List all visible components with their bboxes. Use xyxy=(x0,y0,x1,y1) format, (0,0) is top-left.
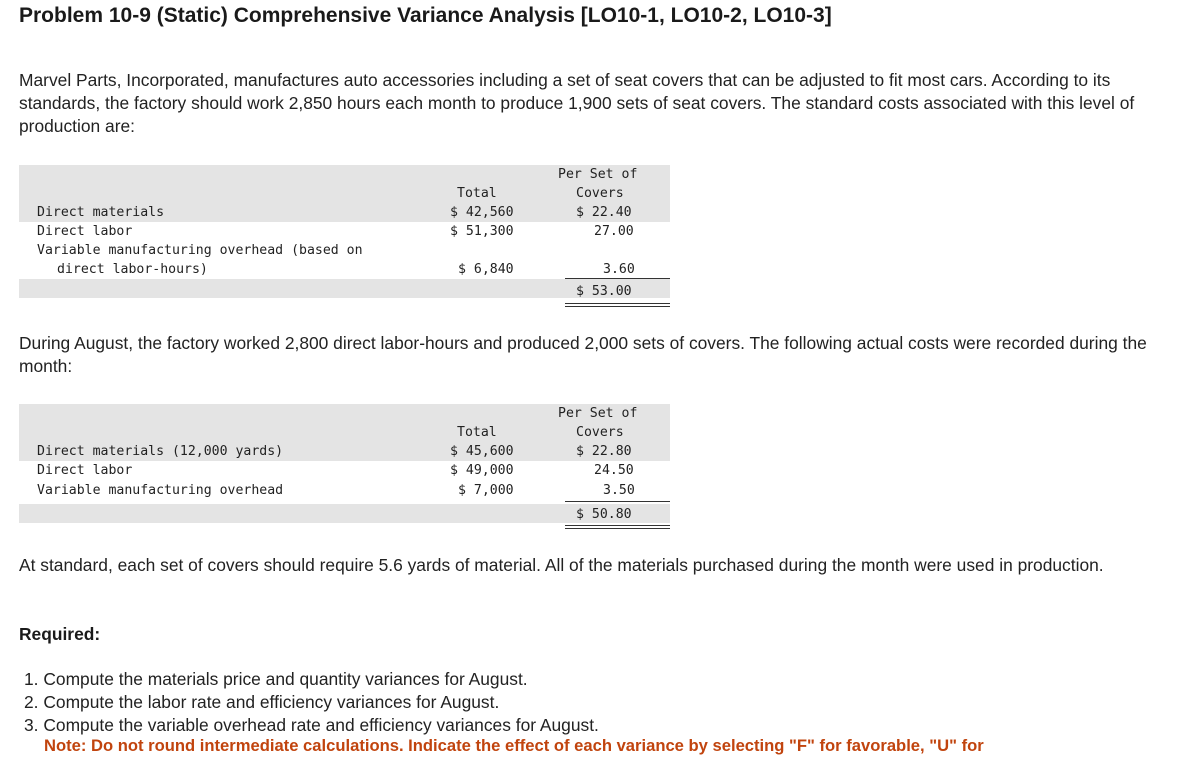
actual-cost-table xyxy=(19,404,670,531)
header-per-set-line2: Covers xyxy=(576,425,624,440)
row-label: Variable manufacturing overhead (based on xyxy=(37,243,363,258)
sum-per-set: $ 50.80 xyxy=(576,507,632,522)
row-total: $ 7,000 xyxy=(458,483,514,498)
header-total: Total xyxy=(457,186,497,201)
row-per-set: $ 22.40 xyxy=(576,205,632,220)
list-item: 2. Compute the labor rate and efficiency variances for August. xyxy=(24,692,500,712)
row-total: $ 45,600 xyxy=(450,444,514,459)
required-heading: Required: xyxy=(19,624,101,644)
standard-cost-table xyxy=(19,165,670,308)
row-per-set: $ 22.80 xyxy=(576,444,632,459)
list-item: 1. Compute the materials price and quantity variances for August. xyxy=(24,669,528,689)
sum-per-set: $ 53.00 xyxy=(576,284,632,299)
august-paragraph: During August, the factory worked 2,800 direct labor-hours and produced 2,000 sets of covers. The following actual costs were recorded during the month: xyxy=(19,333,1147,376)
standard-note-paragraph: At standard, each set of covers should require 5.6 yards of material. All of the materials purchased during the month were used in production. xyxy=(19,555,1104,575)
instruction-note: Note: Do not round intermediate calculations. Indicate the effect of each variance by selecting "F" for favorable, "U" for xyxy=(44,736,984,755)
required-list xyxy=(24,668,599,737)
problem-title: Problem 10-9 (Static) Comprehensive Variance Analysis [LO10-1, LO10-2, LO10-3] xyxy=(19,4,832,27)
row-per-set: 3.50 xyxy=(603,483,635,498)
row-total: $ 42,560 xyxy=(450,205,514,220)
header-total: Total xyxy=(457,425,497,440)
row-per-set: 3.60 xyxy=(603,262,635,277)
row-per-set: 24.50 xyxy=(594,463,634,478)
row-total: $ 49,000 xyxy=(450,463,514,478)
header-per-set-line2: Covers xyxy=(576,186,624,201)
row-label: Direct labor xyxy=(37,463,133,478)
row-per-set: 27.00 xyxy=(594,224,634,239)
row-label: Direct labor xyxy=(37,224,133,239)
row-total: $ 51,300 xyxy=(450,224,514,239)
row-label: Direct materials (12,000 yards) xyxy=(37,444,284,459)
row-label: Direct materials xyxy=(37,205,165,220)
intro-paragraph: Marvel Parts, Incorporated, manufactures auto accessories including a set of seat covers that can be adjusted to fit most cars. According to its standards, the factory should work 2,850 hours each month to produce 1,900 sets of seat covers. The standard costs associated with this level of production are: xyxy=(19,70,1135,136)
list-item: 3. Compute the variable overhead rate and efficiency variances for August. xyxy=(24,715,599,735)
header-per-set-line1: Per Set of xyxy=(558,167,638,182)
row-total: $ 6,840 xyxy=(458,262,514,277)
row-label-continued: direct labor-hours) xyxy=(57,262,208,277)
header-per-set-line1: Per Set of xyxy=(558,406,638,421)
row-label: Variable manufacturing overhead xyxy=(37,483,284,498)
